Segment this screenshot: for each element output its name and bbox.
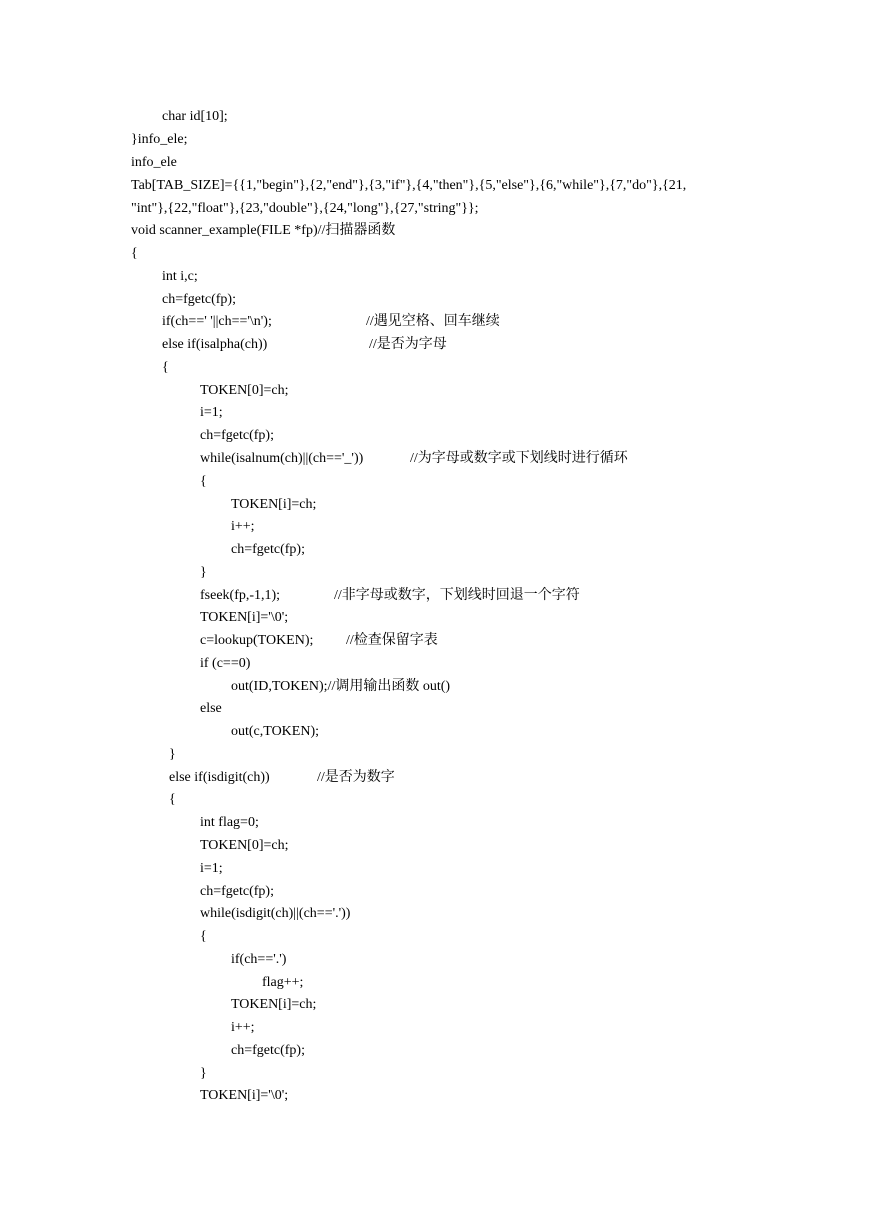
code-comment: //为字母或数字或下划线时进行循环	[410, 451, 628, 466]
code-line: Tab[TAB_SIZE]={{1,"begin"},{2,"end"},{3,"if"},{4,"then"},{5,"else"},{6,"while"},{7,"do"},{21,	[131, 178, 687, 193]
code-line: i++;	[231, 1020, 255, 1035]
code-line: ch=fgetc(fp);	[200, 428, 274, 443]
code-comment: //非字母或数字，下划线时回退一个字符	[334, 588, 580, 603]
code-line: }info_ele;	[131, 132, 188, 147]
code-line: }	[169, 747, 176, 762]
code-line: while(isdigit(ch)||(ch=='.'))	[200, 906, 351, 921]
code-line: ch=fgetc(fp);	[200, 884, 274, 899]
code-line: out(ID,TOKEN);//调用输出函数 out()	[231, 679, 451, 694]
code-line: else if(isdigit(ch)) //是否为数字	[169, 770, 395, 785]
code-line: flag++;	[262, 975, 304, 990]
code-line: else if(isalpha(ch)) //是否为字母	[162, 337, 447, 352]
code-line: out(c,TOKEN);	[231, 724, 319, 739]
code-line: i=1;	[200, 405, 223, 420]
code-line: info_ele	[131, 155, 177, 170]
code-line: int i,c;	[162, 269, 198, 284]
code-line: TOKEN[i]='\0';	[200, 1088, 289, 1103]
code-line: ch=fgetc(fp);	[231, 1043, 305, 1058]
code-line: while(isalnum(ch)||(ch=='_')) //为字母或数字或下划线时进行循环	[200, 451, 628, 466]
code-line: "int"},{22,"float"},{23,"double"},{24,"long"},{27,"string"}};	[131, 201, 479, 216]
code-line: TOKEN[0]=ch;	[200, 838, 289, 853]
code-line: }	[200, 1066, 207, 1081]
code-line: {	[169, 792, 176, 807]
code-comment: //遇见空格、回车继续	[366, 314, 500, 329]
code-line: {	[200, 929, 207, 944]
code-comment: //是否为字母	[369, 337, 447, 352]
code-comment: //是否为数字	[317, 770, 395, 785]
code-line: TOKEN[i]=ch;	[231, 497, 317, 512]
code-line: if (c==0)	[200, 656, 251, 671]
code-line: TOKEN[i]='\0';	[200, 610, 289, 625]
code-line: fseek(fp,-1,1); //非字母或数字，下划线时回退一个字符	[200, 588, 580, 603]
code-line: char id[10];	[162, 109, 228, 124]
code-line: }	[200, 565, 207, 580]
code-line: else	[200, 701, 222, 716]
code-line: TOKEN[i]=ch;	[231, 997, 317, 1012]
code-line: ch=fgetc(fp);	[231, 542, 305, 557]
code-line: c=lookup(TOKEN); //检查保留字表	[200, 633, 438, 648]
code-line: {	[200, 474, 207, 489]
code-line: int flag=0;	[200, 815, 259, 830]
code-line: void scanner_example(FILE *fp)//扫描器函数	[131, 223, 396, 238]
code-line: TOKEN[0]=ch;	[200, 383, 289, 398]
code-line: {	[131, 246, 138, 261]
code-line: i++;	[231, 519, 255, 534]
code-line: {	[162, 360, 169, 375]
code-line: ch=fgetc(fp);	[162, 292, 236, 307]
code-line: if(ch==' '||ch=='\n'); //遇见空格、回车继续	[162, 314, 500, 329]
code-line: if(ch=='.')	[231, 952, 287, 967]
code-line: i=1;	[200, 861, 223, 876]
code-comment: //检查保留字表	[346, 633, 438, 648]
